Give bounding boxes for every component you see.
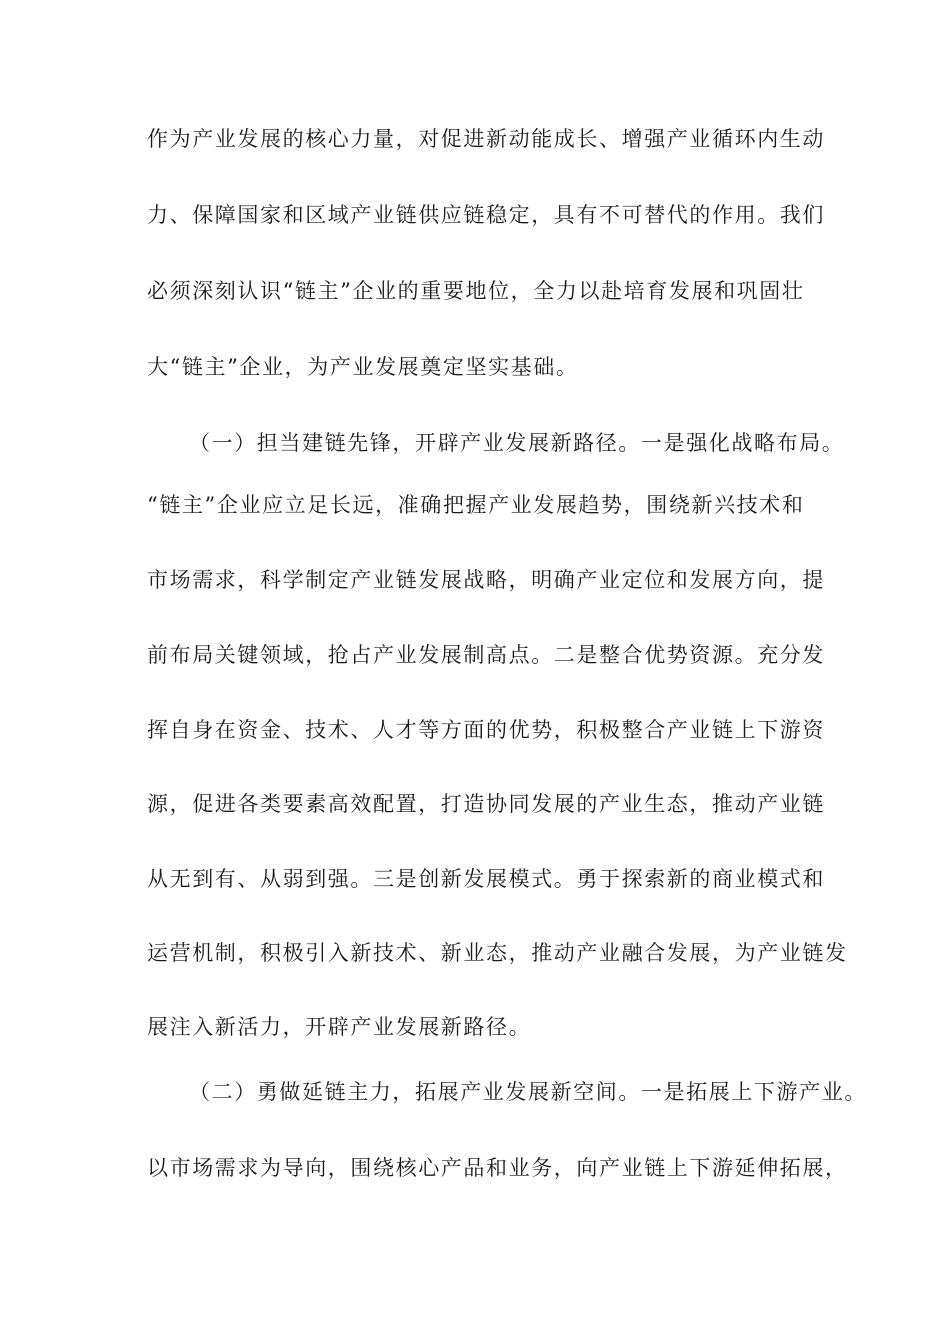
section-heading-line: （一）担当建链先锋，开辟产业发展新路径。一是强化战略布局。 [189, 431, 845, 455]
body-text-line: 大“链主”企业，为产业发展奠定坚实基础。 [147, 355, 579, 379]
body-text-line: 市场需求，科学制定产业链发展战略，明确产业定位和发展方向，提 [147, 568, 825, 592]
body-text-line: 展注入新活力，开辟产业发展新路径。 [147, 1015, 532, 1039]
body-text-line: 源，促进各类要素高效配置，打造协同发展的产业生态，推动产业链 [147, 792, 825, 816]
body-text-line: 从无到有、从弱到强。三是创新发展模式。勇于探索新的商业模式和 [147, 867, 825, 891]
section-heading-line: （二）勇做延链主力，拓展产业发展新空间。一是拓展上下游产业。 [189, 1080, 867, 1104]
body-text-line: 力、保障国家和区域产业链供应链稳定，具有不可替代的作用。我们 [147, 203, 825, 227]
body-text-line: 作为产业发展的核心力量，对促进新动能成长、增强产业循环内生动 [147, 127, 825, 151]
body-text-line: 运营机制，积极引入新技术、新业态，推动产业融合发展，为产业链发 [147, 941, 848, 965]
body-text-line: 挥自身在资金、技术、人才等方面的优势，积极整合产业链上下游资 [147, 718, 825, 742]
body-text-line: 必须深刻认识“链主”企业的重要地位，全力以赴培育发展和巩固壮 [147, 279, 805, 303]
body-text-line: “链主”企业应立足长远，准确把握产业发展趋势，围绕新兴技术和 [147, 493, 805, 517]
body-text-line: 前布局关键领域，抢占产业发展制高点。二是整合优势资源。充分发 [147, 643, 825, 667]
body-text-line: 以市场需求为导向，围绕核心产品和业务，向产业链上下游延伸拓展， [147, 1156, 848, 1180]
